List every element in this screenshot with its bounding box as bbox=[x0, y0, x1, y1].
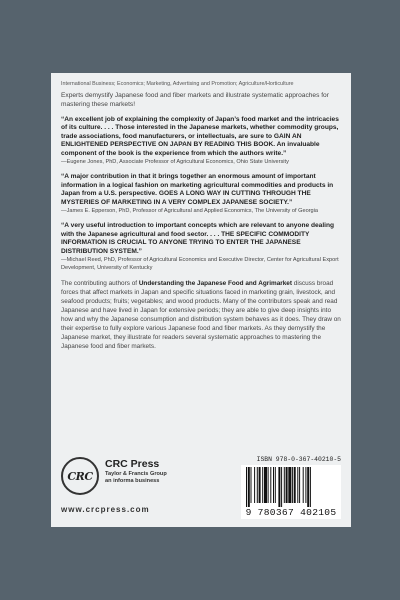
barcode-bar bbox=[281, 467, 282, 507]
barcode-bar bbox=[278, 467, 280, 507]
crc-logo-icon bbox=[61, 457, 99, 495]
barcode-bar bbox=[257, 467, 258, 503]
barcode-bar bbox=[294, 467, 296, 503]
barcode-bar bbox=[264, 467, 267, 503]
barcode-bar bbox=[275, 467, 276, 503]
subject-categories: International Business; Economics; Marketing, Advertising and Promotion; Agriculture/Horticulture bbox=[61, 81, 294, 87]
description-body: discuss broad forces that affect markets in Japan and specific situations faced in marketing grain, livestock, and seafood products; fruits; vegetables; and wood products. Many of the contributors speak and read Japanese and have lived in Japan for extensive periods; they are able to give deep insights into how and why the Japanese consumption and distribution system behaves as it does. They draw on their expertise to fully explore various Japanese food and fiber markets. As they demystify the Japanese market, they illustrate for readers several systematic approaches to mastering the Japanese food and fiber markets. bbox=[61, 279, 341, 351]
publisher-website: www.crcpress.com bbox=[61, 505, 150, 514]
barcode-bar bbox=[299, 467, 300, 503]
barcode-bar bbox=[297, 467, 298, 503]
barcode-bar bbox=[248, 467, 250, 507]
barcode-bar bbox=[246, 467, 247, 507]
logo-text: CRC bbox=[67, 469, 93, 483]
review-quote bbox=[61, 116, 341, 166]
barcode-bar bbox=[251, 467, 252, 503]
barcode-icon bbox=[245, 467, 337, 507]
publisher-logo-block bbox=[61, 457, 167, 495]
barcode-bar bbox=[259, 467, 261, 503]
barcode-bar bbox=[262, 467, 263, 503]
publisher-group: Taylor & Francis Group bbox=[105, 470, 167, 477]
isbn-block bbox=[241, 456, 341, 519]
quote-text: “An excellent job of explaining the complexity of Japan’s food market and the intricacies of its culture. . . . Those interested in the Japanese markets, whether commodity groups, trade associations, food manufacturers, or intellectuals, are sure to GAIN AN ENLIGHTENED PERSPECTIVE ON JAPAN BY READING THIS BOOK. An invaluable component of the book is the experience from which the authors write.” bbox=[61, 116, 339, 157]
quote-text: “A very useful introduction to important concepts which are relevant to anyone dealing with the Japanese agricultural and food sector. . . . THE SPECIFIC COMMODITY INFORMATION IS CRUCIAL TO ANYONE TRYING TO ENTER THE JAPANESE DISTRIBUTION SYSTEM.” bbox=[61, 222, 335, 255]
isbn-label: ISBN 978-0-367-40210-5 bbox=[256, 456, 341, 463]
intro-blurb: Experts demystify Japanese food and fiber markets and illustrate systematic approaches for mastering these markets! bbox=[61, 92, 329, 109]
book-description bbox=[61, 279, 341, 352]
barcode-bar bbox=[288, 467, 291, 503]
review-quote bbox=[61, 173, 341, 215]
barcode-bar bbox=[305, 467, 306, 503]
review-quote bbox=[61, 222, 341, 271]
publisher-name: CRC Press bbox=[105, 458, 160, 470]
description-lead: The contributing authors of bbox=[61, 279, 139, 287]
barcode-digits: 9 780367 402105 bbox=[241, 507, 341, 519]
barcode-bar bbox=[273, 467, 274, 503]
barcode-bar bbox=[286, 467, 288, 503]
barcode-bar bbox=[292, 467, 293, 503]
barcode-bar bbox=[254, 467, 255, 503]
barcode-bar bbox=[270, 467, 271, 503]
publisher-tagline: an informa business bbox=[105, 477, 160, 484]
barcode-bar bbox=[284, 467, 285, 503]
text-panel bbox=[51, 73, 351, 527]
barcode bbox=[241, 465, 341, 507]
barcode-bar bbox=[303, 467, 304, 503]
publisher-info bbox=[105, 459, 167, 485]
quote-text: “A major contribution in that it brings together an enormous amount of important information in a logical fashion on marketing agricultural commodities and products in Japan from a U.S. perspective. GOES A LONG WAY IN CUTTING THROUGH THE MYSTERIES OF MARKETING IN A VERY COMPLEX JAPANESE SOCIETY.” bbox=[61, 173, 334, 206]
book-title: Understanding the Japanese Food and Agrimarket bbox=[138, 279, 292, 287]
barcode-bar bbox=[310, 467, 311, 507]
quote-attribution: —James E. Epperson, PhD, Professor of Agricultural and Applied Economics, The University of Georgia bbox=[61, 208, 319, 215]
barcode-bar bbox=[268, 467, 269, 503]
barcode-bar bbox=[307, 467, 309, 507]
quote-attribution: —Eugene Jones, PhD, Associate Professor of Agricultural Economics, Ohio State University bbox=[61, 159, 289, 166]
quote-attribution: —Michael Reed, PhD, Professor of Agricultural Economics and Executive Director, Center for Agricultural Export Development, University of Kentucky bbox=[61, 257, 339, 271]
